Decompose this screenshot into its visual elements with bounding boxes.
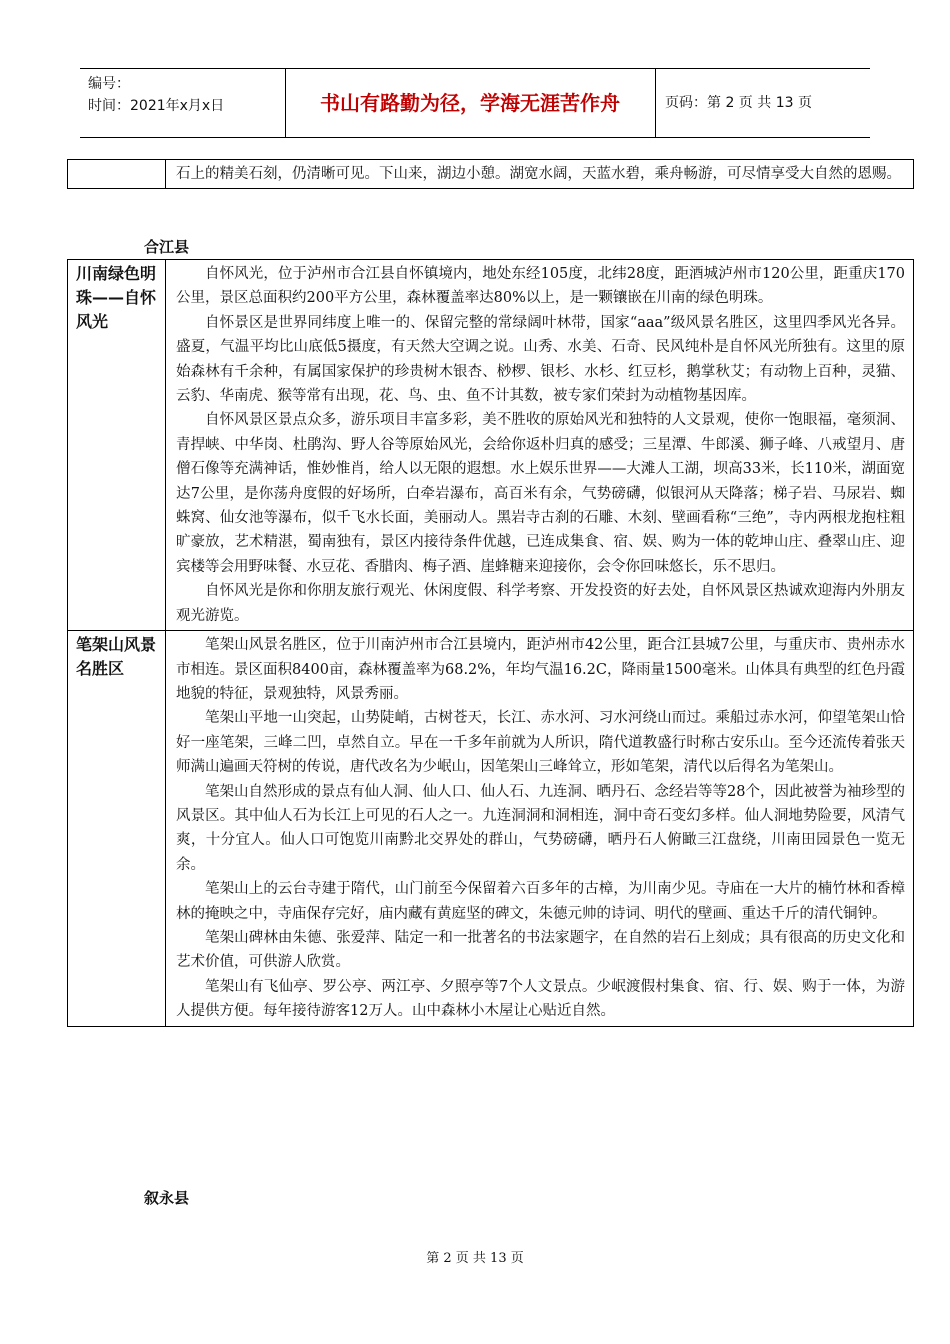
header-meta [88,73,224,117]
entry-text [166,260,914,631]
section-heading-xuyong: 叙永县 [144,1189,190,1207]
date-label: 时间：2021年x月x日 [88,98,225,114]
header-page-info: 页码：第 2 页 共 13 页 [665,95,812,111]
continuation-paragraph: 石上的精美石刻，仍清晰可见。下山来，湖边小憩。湖宽水阔，天蓝水碧，乘舟畅游，可尽情享受大自然的恩赐。 [176,166,901,182]
paragraph: 笔架山上的云台寺建于隋代，山门前至今保留着六百多年的古樟，为川南少见。寺庙在一大片的楠竹林和香樟林的掩映之中，寺庙保存完好，庙内藏有黄庭坚的碑文，朱德元帅的诗词、明代的壁画、重达千斤的清代铜钟。 [176,881,905,922]
entry-text [166,631,914,1027]
paragraph: 自怀景区是世界同纬度上唯一的、保留完整的常绿阔叶林带，国家“aaa”级风景名胜区，这里四季风光各异。盛夏，气温平均比山底低5摄度，有天然大空调之说。山秀、水美、石奇、民风纯朴是自怀风光所独有。这里的原始森林有千余种，有属国家保护的珍贵树木银杏、桫椤、银杉、水杉、红豆杉，鹅掌秋艾；有动物上百种，灵猫、云豹、华南虎、猴等常有出现，花、鸟、虫、鱼不计其数，被专家们荣封为动植物基因库。 [176,314,905,405]
paragraph: 自怀风景区景点众多，游乐项目丰富多彩，美不胜收的原始风光和独特的人文景观，使你一饱眼福，毫须洞、青捍峡、中华岗、杜鹃沟、野人谷等原始风光，会给你返朴归真的感受；三星潭、牛郎溪、狮子峰、八戒望月、唐僧石像等充满神话，惟妙惟肖，给人以无限的遐想。水上娱乐世界——大滩人工湖，坝高33米，长110米，湖面宽达7公里，是你荡舟度假的好场所，白牵岩瀑布，高百米有余，气势磅礴，似银河从天降落；梯子岩、马尿岩、蜘蛛窝、仙女池等瀑布，似千飞水长面，美丽动人。黑岩寺古刹的石雕、木刻、壁画看称“三绝”，寺内两根龙抱柱粗旷豪放，艺术精湛，蜀南独有，景区内接待条件优越，已连成集食、宿、娱、购为一体的乾坤山庄、叠翠山庄、迎宾楼等会用野味餐、水豆花、香腊肉、梅子酒、崖蜂糖来迎接你，会令你回味悠长，乐不思归。 [176,412,905,575]
scenic-spots-table [67,259,914,1027]
number-label: 编号： [88,76,130,92]
continuation-table [67,159,914,189]
continuation-text-cell [166,160,914,189]
paragraph: 笔架山平地一山突起，山势陡峭，古树苍天，长江、赤水河、习水河绕山而过。乘船过赤水河，仰望笔架山恰好一座笔架，三峰二凹，卓然自立。早在一千多年前就为人所识，隋代道教盛行时称古安乐山。至今还流传着张天师满山遍画天符树的传说，唐代改名为少岷山，因笔架山三峰耸立，形如笔架，清代以后得名为笔架山。 [176,710,905,776]
page-header [80,68,870,138]
continuation-label-cell [68,160,166,189]
paragraph: 笔架山有飞仙亭、罗公亭、两江亭、夕照亭等7个人文景点。少岷渡假村集食、宿、行、娱、购于一体，为游人提供方便。每年接待游客12万人。山中森林小木屋让心贴近自然。 [176,978,905,1020]
page-footer: 第 2 页 共 13 页 [426,1251,524,1266]
paragraph: 自怀风光，位于泸州市合江县自怀镇境内，地处东经105度，北纬28度，距酒城泸州市120公里，距重庆170公里，景区总面积约200平方公里，森林覆盖率达80%以上，是一颗镶嵌在川南的绿色明珠。 [176,266,905,307]
paragraph: 笔架山自然形成的景点有仙人洞、仙人口、仙人石、九连洞、晒丹石、念经岩等等28个，因此被誉为袖珍型的风景区。其中仙人石为长江上可见的石人之一。九连洞洞和洞相连，洞中奇石变幻多样。仙人洞地势险要，风清气爽，十分宜人。仙人口可饱览川南黔北交界处的群山，气势磅礴，晒丹石人俯瞰三江盘绕，川南田园景色一览无余。 [176,783,905,873]
entry-label: 川南绿色明珠——自怀风光 [68,260,166,631]
table-row [68,631,914,1027]
paragraph: 自怀风光是你和你朋友旅行观光、休闲度假、科学考察、开发投资的好去处，自怀风景区热诚欢迎海内外朋友观光游览。 [176,583,905,624]
entry-label: 笔架山风景名胜区 [68,631,166,1027]
section-heading-hejiang: 合江县 [144,238,190,256]
paragraph: 笔架山风景名胜区，位于川南泸州市合江县境内，距泸州市42公里，距合江县城7公里，与重庆市、贵州赤水市相连。景区面积8400亩，森林覆盖率为68.2%，年均气温16.2C，降雨量1500毫米。山体具有典型的红色丹霞地貌的特征，景观独特，风景秀丽。 [176,637,905,702]
paragraph: 笔架山碑林由朱德、张爱萍、陆定一和一批著名的书法家题字，在自然的岩石上刻成；具有很高的历史文化和艺术价值，可供游人欣赏。 [176,929,905,971]
header-motto: 书山有路勤为径，学海无涯苦作舟 [320,91,620,115]
table-row [68,260,914,631]
header-divider [655,69,656,137]
